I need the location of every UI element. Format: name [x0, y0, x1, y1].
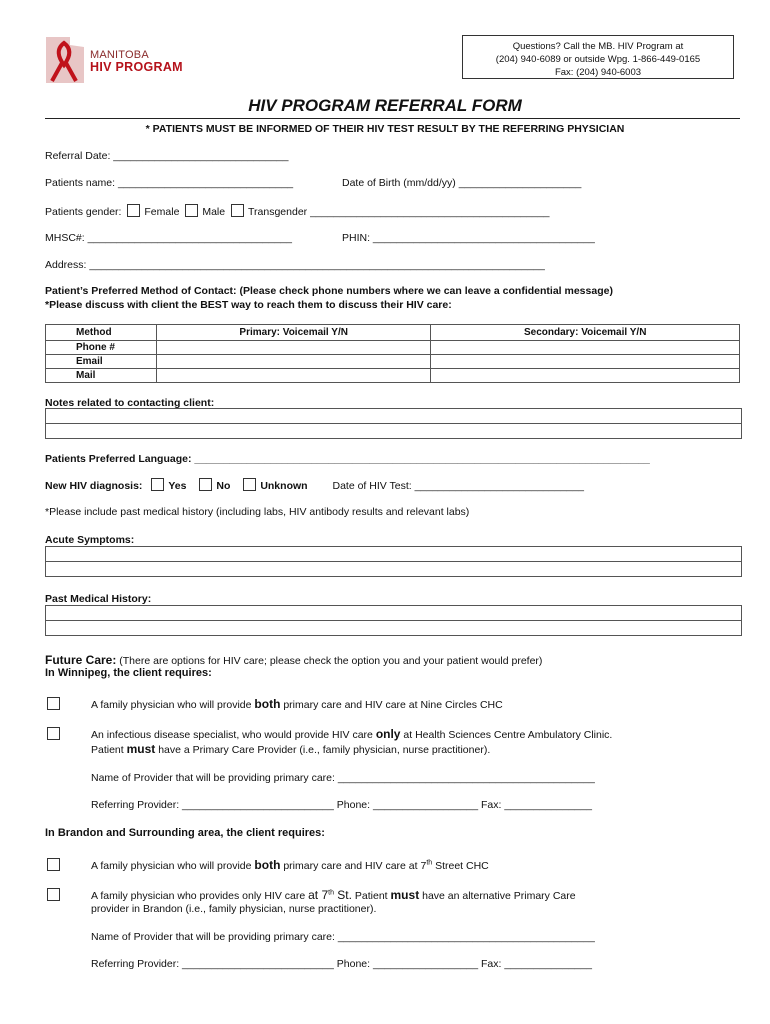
phone-row-label: Phone #	[46, 341, 157, 355]
diagnosis-no-label: No	[216, 480, 231, 492]
female-checkbox[interactable]	[127, 204, 140, 217]
winnipeg-provider-name-field[interactable]: Name of Provider that will be providing primary care: ____________________________________________	[91, 772, 595, 784]
female-label: Female	[144, 206, 180, 218]
contact-line1: Questions? Call the MB. HIV Program at	[512, 41, 684, 52]
dob-field[interactable]: Date of Birth (mm/dd/yy) _____________________	[342, 177, 582, 189]
phone-primary-cell[interactable]	[157, 341, 431, 355]
winnipeg-option2-text-line2: Patient must have a Primary Care Provider (i.e., family physician, nurse practitioner).	[91, 742, 491, 756]
diagnosis-row	[45, 478, 584, 492]
contact-method-heading: Patient’s Preferred Method of Contact: (Please check phone numbers where we can leave a confidential message)	[45, 285, 613, 297]
mhsc-field[interactable]: MHSC#: ___________________________________	[45, 232, 292, 244]
acute-symptoms-label: Acute Symptoms:	[45, 534, 135, 546]
physician-notice: * PATIENTS MUST BE INFORMED OF THEIR HIV TEST RESULT BY THE REFERRING PHYSICIAN	[145, 123, 625, 135]
method-header: Method	[46, 325, 157, 341]
title-divider	[45, 118, 740, 119]
brandon-option2-checkbox[interactable]	[47, 888, 60, 901]
notes-box[interactable]	[45, 408, 742, 439]
hiv-test-date-field[interactable]: Date of HIV Test: _____________________________	[332, 480, 584, 492]
manitoba-hiv-logo	[44, 35, 204, 87]
gender-row	[45, 204, 550, 218]
winnipeg-option1-checkbox[interactable]	[47, 697, 60, 710]
contact-line3: Fax: (204) 940-6003	[554, 67, 642, 78]
diagnosis-no-checkbox[interactable]	[199, 478, 212, 491]
past-medical-box[interactable]	[45, 605, 742, 636]
language-field[interactable]: Patients Preferred Language: ______________________________________________________________________________	[45, 453, 650, 465]
diagnosis-label: New HIV diagnosis:	[45, 480, 143, 492]
secondary-header: Secondary: Voicemail Y/N	[431, 325, 740, 341]
referral-date-field[interactable]: Referral Date: ______________________________	[45, 150, 289, 162]
brandon-referring-provider-field[interactable]: Referring Provider: __________________________ Phone: __________________ Fax: _______________	[91, 958, 592, 970]
brandon-heading: In Brandon and Surrounding area, the client requires:	[45, 827, 325, 839]
mail-secondary-cell[interactable]	[431, 369, 740, 383]
past-medical-label: Past Medical History:	[45, 593, 152, 605]
email-secondary-cell[interactable]	[431, 355, 740, 369]
address-field[interactable]: Address: ______________________________________________________________________________	[45, 259, 545, 271]
brandon-option2-text: A family physician who provides only HIV care at 7th St. Patient must have an alternative Primary Care	[91, 888, 576, 902]
brandon-provider-name-field[interactable]: Name of Provider that will be providing primary care: ____________________________________________	[91, 931, 595, 943]
patient-name-field[interactable]: Patients name: ______________________________	[45, 177, 294, 189]
male-checkbox[interactable]	[185, 204, 198, 217]
diagnosis-yes-checkbox[interactable]	[151, 478, 164, 491]
winnipeg-option1-text: A family physician who will provide both primary care and HIV care at Nine Circles CHC	[91, 697, 503, 711]
primary-header: Primary: Voicemail Y/N	[157, 325, 431, 341]
transgender-field[interactable]: Transgender _________________________________________	[248, 206, 550, 218]
brandon-option2-text-line2: provider in Brandon (i.e., family physician, nurse practitioner).	[91, 903, 377, 915]
ribbon-icon	[44, 35, 88, 87]
brandon-option1-text: A family physician who will provide both primary care and HIV care at 7th Street CHC	[91, 858, 489, 872]
diagnosis-unknown-label: Unknown	[260, 480, 308, 492]
contact-info-box	[462, 35, 734, 79]
email-row-label: Email	[46, 355, 157, 369]
diagnosis-yes-label: Yes	[168, 480, 187, 492]
mail-row-label: Mail	[46, 369, 157, 383]
winnipeg-heading: In Winnipeg, the client requires:	[45, 667, 212, 679]
mail-primary-cell[interactable]	[157, 369, 431, 383]
past-history-note: *Please include past medical history (including labs, HIV antibody results and relevant labs)	[45, 506, 470, 518]
transgender-checkbox[interactable]	[231, 204, 244, 217]
notes-label: Notes related to contacting client:	[45, 397, 215, 409]
future-care-desc: (There are options for HIV care; please check the option you and your patient would prefer)	[116, 655, 543, 667]
winnipeg-option2-text: An infectious disease specialist, who would provide HIV care only at Health Sciences Centre Ambulatory Clinic.	[91, 727, 613, 741]
phin-field[interactable]: PHIN: ______________________________________	[342, 232, 595, 244]
gender-label: Patients gender:	[45, 206, 122, 218]
contact-method-subheading: *Please discuss with client the BEST way to reach them to discuss their HIV care:	[45, 299, 452, 311]
brandon-option1-checkbox[interactable]	[47, 858, 60, 871]
future-care-label: Future Care:	[45, 653, 117, 667]
contact-method-table	[45, 324, 740, 383]
phone-secondary-cell[interactable]	[431, 341, 740, 355]
form-title: HIV PROGRAM REFERRAL FORM	[248, 96, 522, 115]
email-primary-cell[interactable]	[157, 355, 431, 369]
contact-line2: (204) 940-6089 or outside Wpg. 1-866-449-0165	[495, 54, 701, 65]
acute-symptoms-box[interactable]	[45, 546, 742, 577]
diagnosis-unknown-checkbox[interactable]	[243, 478, 256, 491]
male-label: Male	[202, 206, 226, 218]
winnipeg-option2-checkbox[interactable]	[47, 727, 60, 740]
logo-line2: HIV PROGRAM	[90, 60, 183, 74]
logo-line1: MANITOBA	[90, 49, 149, 61]
winnipeg-referring-provider-field[interactable]: Referring Provider: __________________________ Phone: __________________ Fax: _______________	[91, 799, 592, 811]
future-care-row	[45, 653, 542, 667]
